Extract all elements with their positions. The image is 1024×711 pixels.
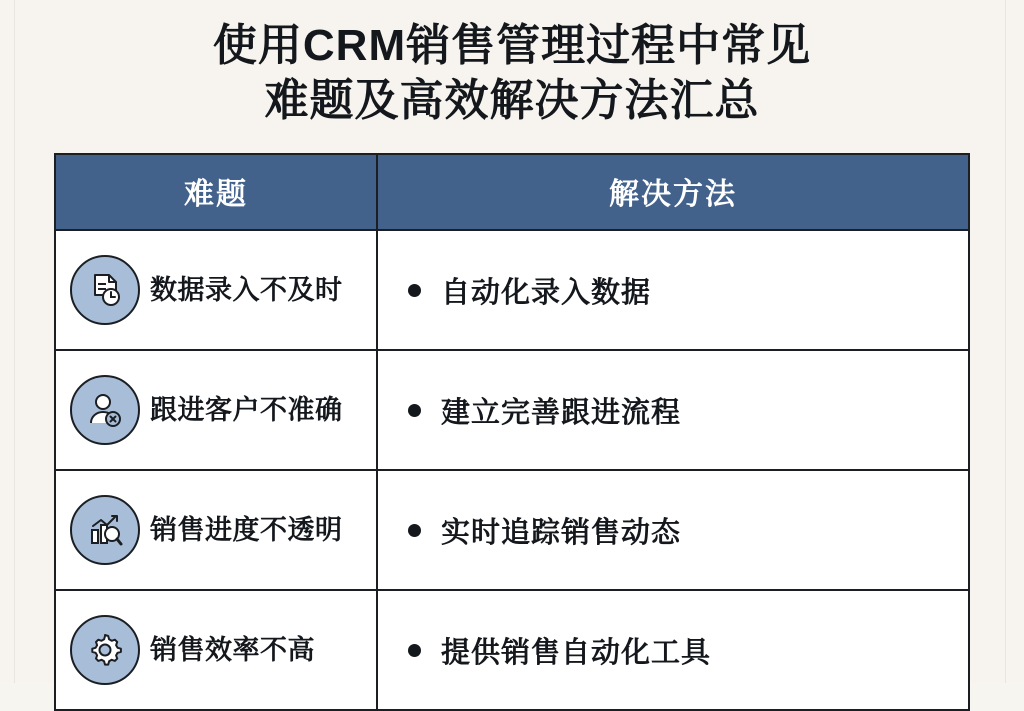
user-cross-icon: [70, 375, 140, 445]
bullet-icon: [408, 644, 421, 657]
gear-icon: [70, 615, 140, 685]
title-line-2: 难题及高效解决方法汇总: [264, 76, 760, 125]
problem-label: 数据录入不及时: [150, 274, 343, 305]
column-header-problem: 难题: [56, 155, 378, 229]
right-edge-line: [1005, 0, 1006, 683]
table-header-row: [56, 155, 968, 231]
problem-solution-table: [54, 153, 970, 711]
solution-label: 提供销售自动化工具: [441, 636, 712, 669]
table-row: [56, 471, 968, 591]
solution-cell: [378, 471, 968, 589]
problem-label: 跟进客户不准确: [150, 394, 343, 425]
bullet-icon: [408, 284, 421, 297]
title-line-1: 使用CRM销售管理过程中常见: [212, 21, 812, 70]
solution-label: 自动化录入数据: [441, 276, 652, 309]
problem-label: 销售效率不高: [150, 634, 315, 665]
solution-cell: [378, 591, 968, 709]
solution-label: 建立完善跟进流程: [441, 396, 682, 429]
chart-search-icon: [70, 495, 140, 565]
problem-cell: [56, 231, 378, 349]
table-row: [56, 591, 968, 709]
document-clock-icon: [70, 255, 140, 325]
table-row: [56, 231, 968, 351]
problem-cell: [56, 351, 378, 469]
column-header-solution: 解决方法: [609, 178, 737, 211]
bullet-icon: [408, 524, 421, 537]
solution-cell: [378, 231, 968, 349]
problem-label: 销售进度不透明: [150, 514, 343, 545]
bullet-icon: [408, 404, 421, 417]
problem-cell: [56, 591, 378, 709]
left-edge-line: [14, 0, 15, 683]
solution-cell: [378, 351, 968, 469]
problem-cell: [56, 471, 378, 589]
table-row: [56, 351, 968, 471]
solution-label: 实时追踪销售动态: [441, 516, 682, 549]
page-title: [0, 0, 1024, 128]
